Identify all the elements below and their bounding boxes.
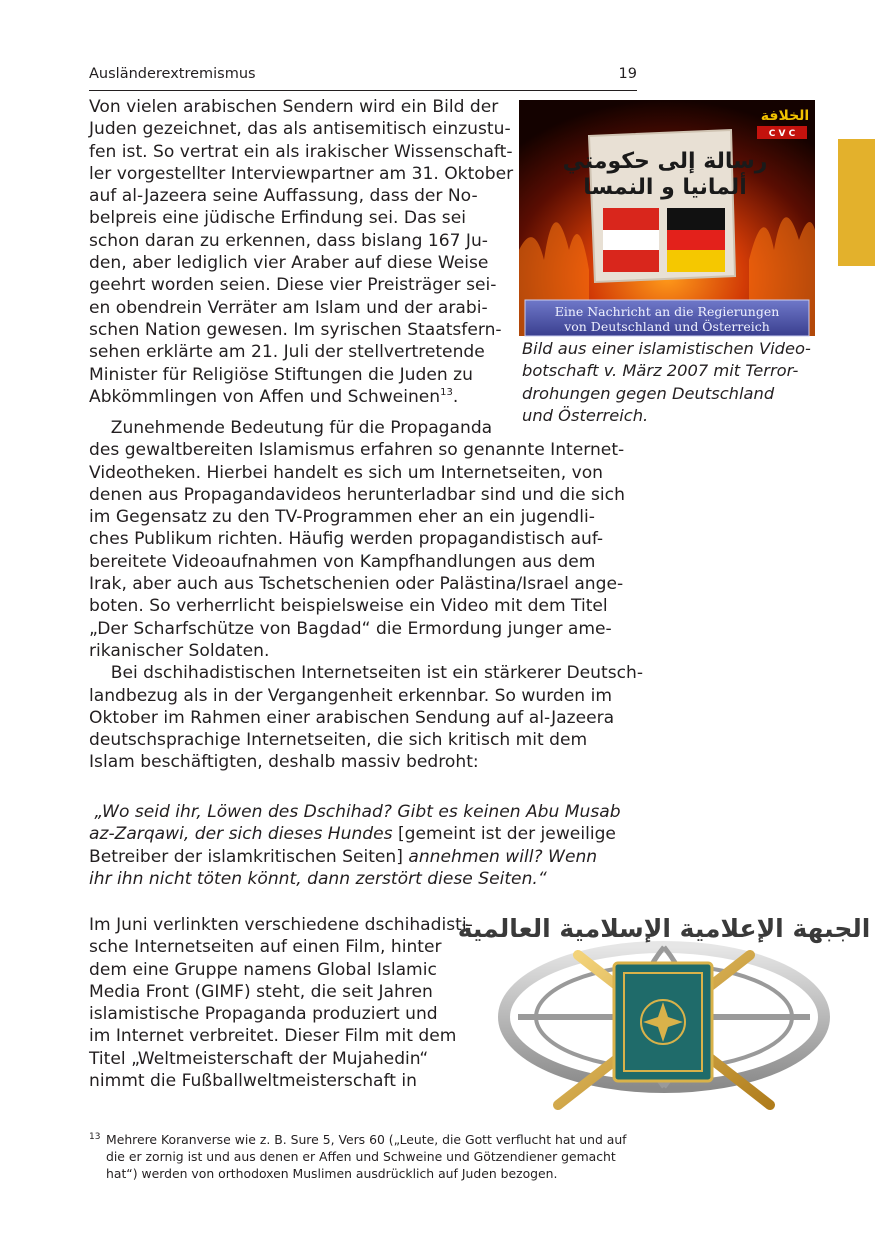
text-line: en obendrein Verräter am Islam und der arabi- xyxy=(89,297,488,318)
text-line: fen ist. So vertrat ein als irakischer Wissenschaft- xyxy=(89,141,513,162)
video-still-graphic xyxy=(519,100,815,336)
text-line: Juden gezeichnet, das als antisemitisch einzustu- xyxy=(89,119,511,140)
text-line: Irak, aber auch aus Tschetschenien oder Palästina/Israel ange- xyxy=(89,574,624,595)
gimf-logo-graphic xyxy=(457,895,871,1115)
chapter-thumb-tab xyxy=(838,139,875,266)
text-line: auf al-Jazeera seine Auffassung, dass der No- xyxy=(89,186,478,207)
video-still-image xyxy=(519,100,815,336)
running-header xyxy=(89,64,637,91)
text-line: „Der Scharfschütze von Bagdad“ die Ermordung junger ame- xyxy=(89,618,612,639)
text-line: Minister für Religiöse Stiftungen die Juden zu xyxy=(89,364,473,385)
header-title: Ausländerextremismus xyxy=(89,66,256,82)
footnote-marker: 13 xyxy=(89,1132,101,1142)
text-line: den, aber lediglich vier Araber auf diese Weise xyxy=(89,253,489,274)
text-line: schon daran zu erkennen, dass bislang 167 Ju- xyxy=(89,230,488,251)
quote-line: „Wo seid ihr, Löwen des Dschihad? Gibt es keinen Abu Musab xyxy=(89,802,621,822)
text-line: boten. So verherrlicht beispielsweise ein Video mit dem Titel xyxy=(89,596,608,617)
channel-logo-sub: C V C xyxy=(768,129,796,139)
text-line: deutschsprachige Internetseiten, die sich kritisch mit dem xyxy=(89,730,588,751)
caption-line: drohungen gegen Deutschland xyxy=(522,383,775,403)
footnote-ref-13[interactable]: 13 xyxy=(440,386,453,398)
text-line: rikanischer Soldaten. xyxy=(89,640,270,661)
footnote-line: Mehrere Koranverse wie z. B. Sure 5, Vers 60 („Leute, die Gott verflucht hat und auf xyxy=(106,1132,627,1147)
footnote-line: die er zornig ist und aus denen er Affen und Schweine und Götzendiener gemacht xyxy=(106,1149,616,1164)
caption-line: Bild aus einer islamistischen Video- xyxy=(522,339,811,358)
bottom-banner-line-1: Eine Nachricht an die Regierungen xyxy=(554,304,780,319)
text-line: ches Publikum richten. Häufig werden propagandistisch auf- xyxy=(89,529,604,550)
text-line: sche Internetseiten auf einen Film, hinter xyxy=(89,937,442,958)
text-line: des gewaltbereiten Islamismus erfahren so genannte Internet- xyxy=(89,440,625,461)
text-line: Oktober im Rahmen einer arabischen Sendung auf al-Jazeera xyxy=(89,707,615,728)
quote-block xyxy=(89,801,621,890)
figure-caption xyxy=(522,338,811,427)
footnote-line: hat“) werden von orthodoxen Muslimen ausdrücklich auf Juden bezogen. xyxy=(106,1166,558,1181)
text-segment: Abkömmlingen von Affen und Schweinen xyxy=(89,386,441,407)
page-number: 19 xyxy=(618,66,637,82)
quote-line: Betreiber der islamkritischen Seiten] annehmen will? Wenn xyxy=(89,846,598,867)
banner-arabic-line-1: رسالة إلى حكومتي xyxy=(562,149,768,174)
gimf-arabic-title: الجبهة الإعلامية الإسلامية العالمية xyxy=(457,914,871,943)
austria-flag xyxy=(603,208,659,230)
germany-flag xyxy=(667,208,725,230)
paragraph-2 xyxy=(89,417,643,774)
text-line: islamistische Propaganda produziert und xyxy=(89,1004,438,1025)
paragraph-4 xyxy=(89,914,473,1092)
bottom-banner-line-2: von Deutschland und Österreich xyxy=(564,319,770,334)
text-line: Titel „Weltmeisterschaft der Mujahedin“ xyxy=(89,1048,429,1069)
text-line: bereitete Videoaufnahmen von Kampfhandlungen aus dem xyxy=(89,551,596,572)
text-line: Islam beschäftigten, deshalb massiv bedroht: xyxy=(89,752,479,773)
text-line: Zunehmende Bedeutung für die Propaganda xyxy=(89,418,493,438)
text-line: nimmt die Fußballweltmeisterschaft in xyxy=(89,1071,417,1092)
text-segment: . xyxy=(452,386,459,407)
quote-line: ihr ihn nicht töten könnt, dann zerstört diese Seiten.“ xyxy=(89,868,547,889)
text-line: dem eine Gruppe namens Global Islamic xyxy=(89,959,437,980)
text-line: denen aus Propagandavideos herunterladbar sind und die sich xyxy=(89,484,625,505)
text-line: Bei dschihadistischen Internetseiten ist ein stärkerer Deutsch- xyxy=(89,663,644,684)
text-line: landbezug als in der Vergangenheit erkennbar. So wurden im xyxy=(89,685,612,706)
text-line xyxy=(89,386,513,408)
text-line: Von vielen arabischen Sendern wird ein Bild der xyxy=(89,97,499,117)
text-line: im Gegensatz zu den TV-Programmen eher an ein jugendli- xyxy=(89,507,595,528)
text-line: schen Nation gewesen. Im syrischen Staatsfern- xyxy=(89,319,502,340)
caption-line: und Österreich. xyxy=(522,405,649,425)
text-line: Media Front (GIMF) steht, die seit Jahren xyxy=(89,981,433,1002)
text-line: geehrt worden seien. Diese vier Preisträger sei- xyxy=(89,275,497,296)
text-line: Videotheken. Hierbei handelt es sich um Internetseiten, von xyxy=(89,462,604,483)
quote-line: az-Zarqawi, der sich dieses Hundes [gemeint ist der jeweilige xyxy=(89,824,616,845)
text-line: ler vorgestellter Interviewpartner am 31. Oktober xyxy=(89,163,514,184)
gimf-logo-image xyxy=(457,895,871,1115)
footnote-body xyxy=(106,1131,627,1182)
text-line: im Internet verbreitet. Dieser Film mit dem xyxy=(89,1026,457,1047)
channel-logo: الخلافة xyxy=(760,108,810,124)
text-line: sehen erklärte am 21. Juli der stellvertretende xyxy=(89,342,485,363)
caption-line: botschaft v. März 2007 mit Terror- xyxy=(522,361,799,381)
text-line: belpreis eine jüdische Erfindung sei. Das sei xyxy=(89,208,466,229)
paragraph-1 xyxy=(89,96,513,408)
text-line: Im Juni verlinkten verschiedene dschihadisti- xyxy=(89,915,473,935)
banner-arabic-line-2: ألمانيا و النمسا xyxy=(583,175,747,200)
